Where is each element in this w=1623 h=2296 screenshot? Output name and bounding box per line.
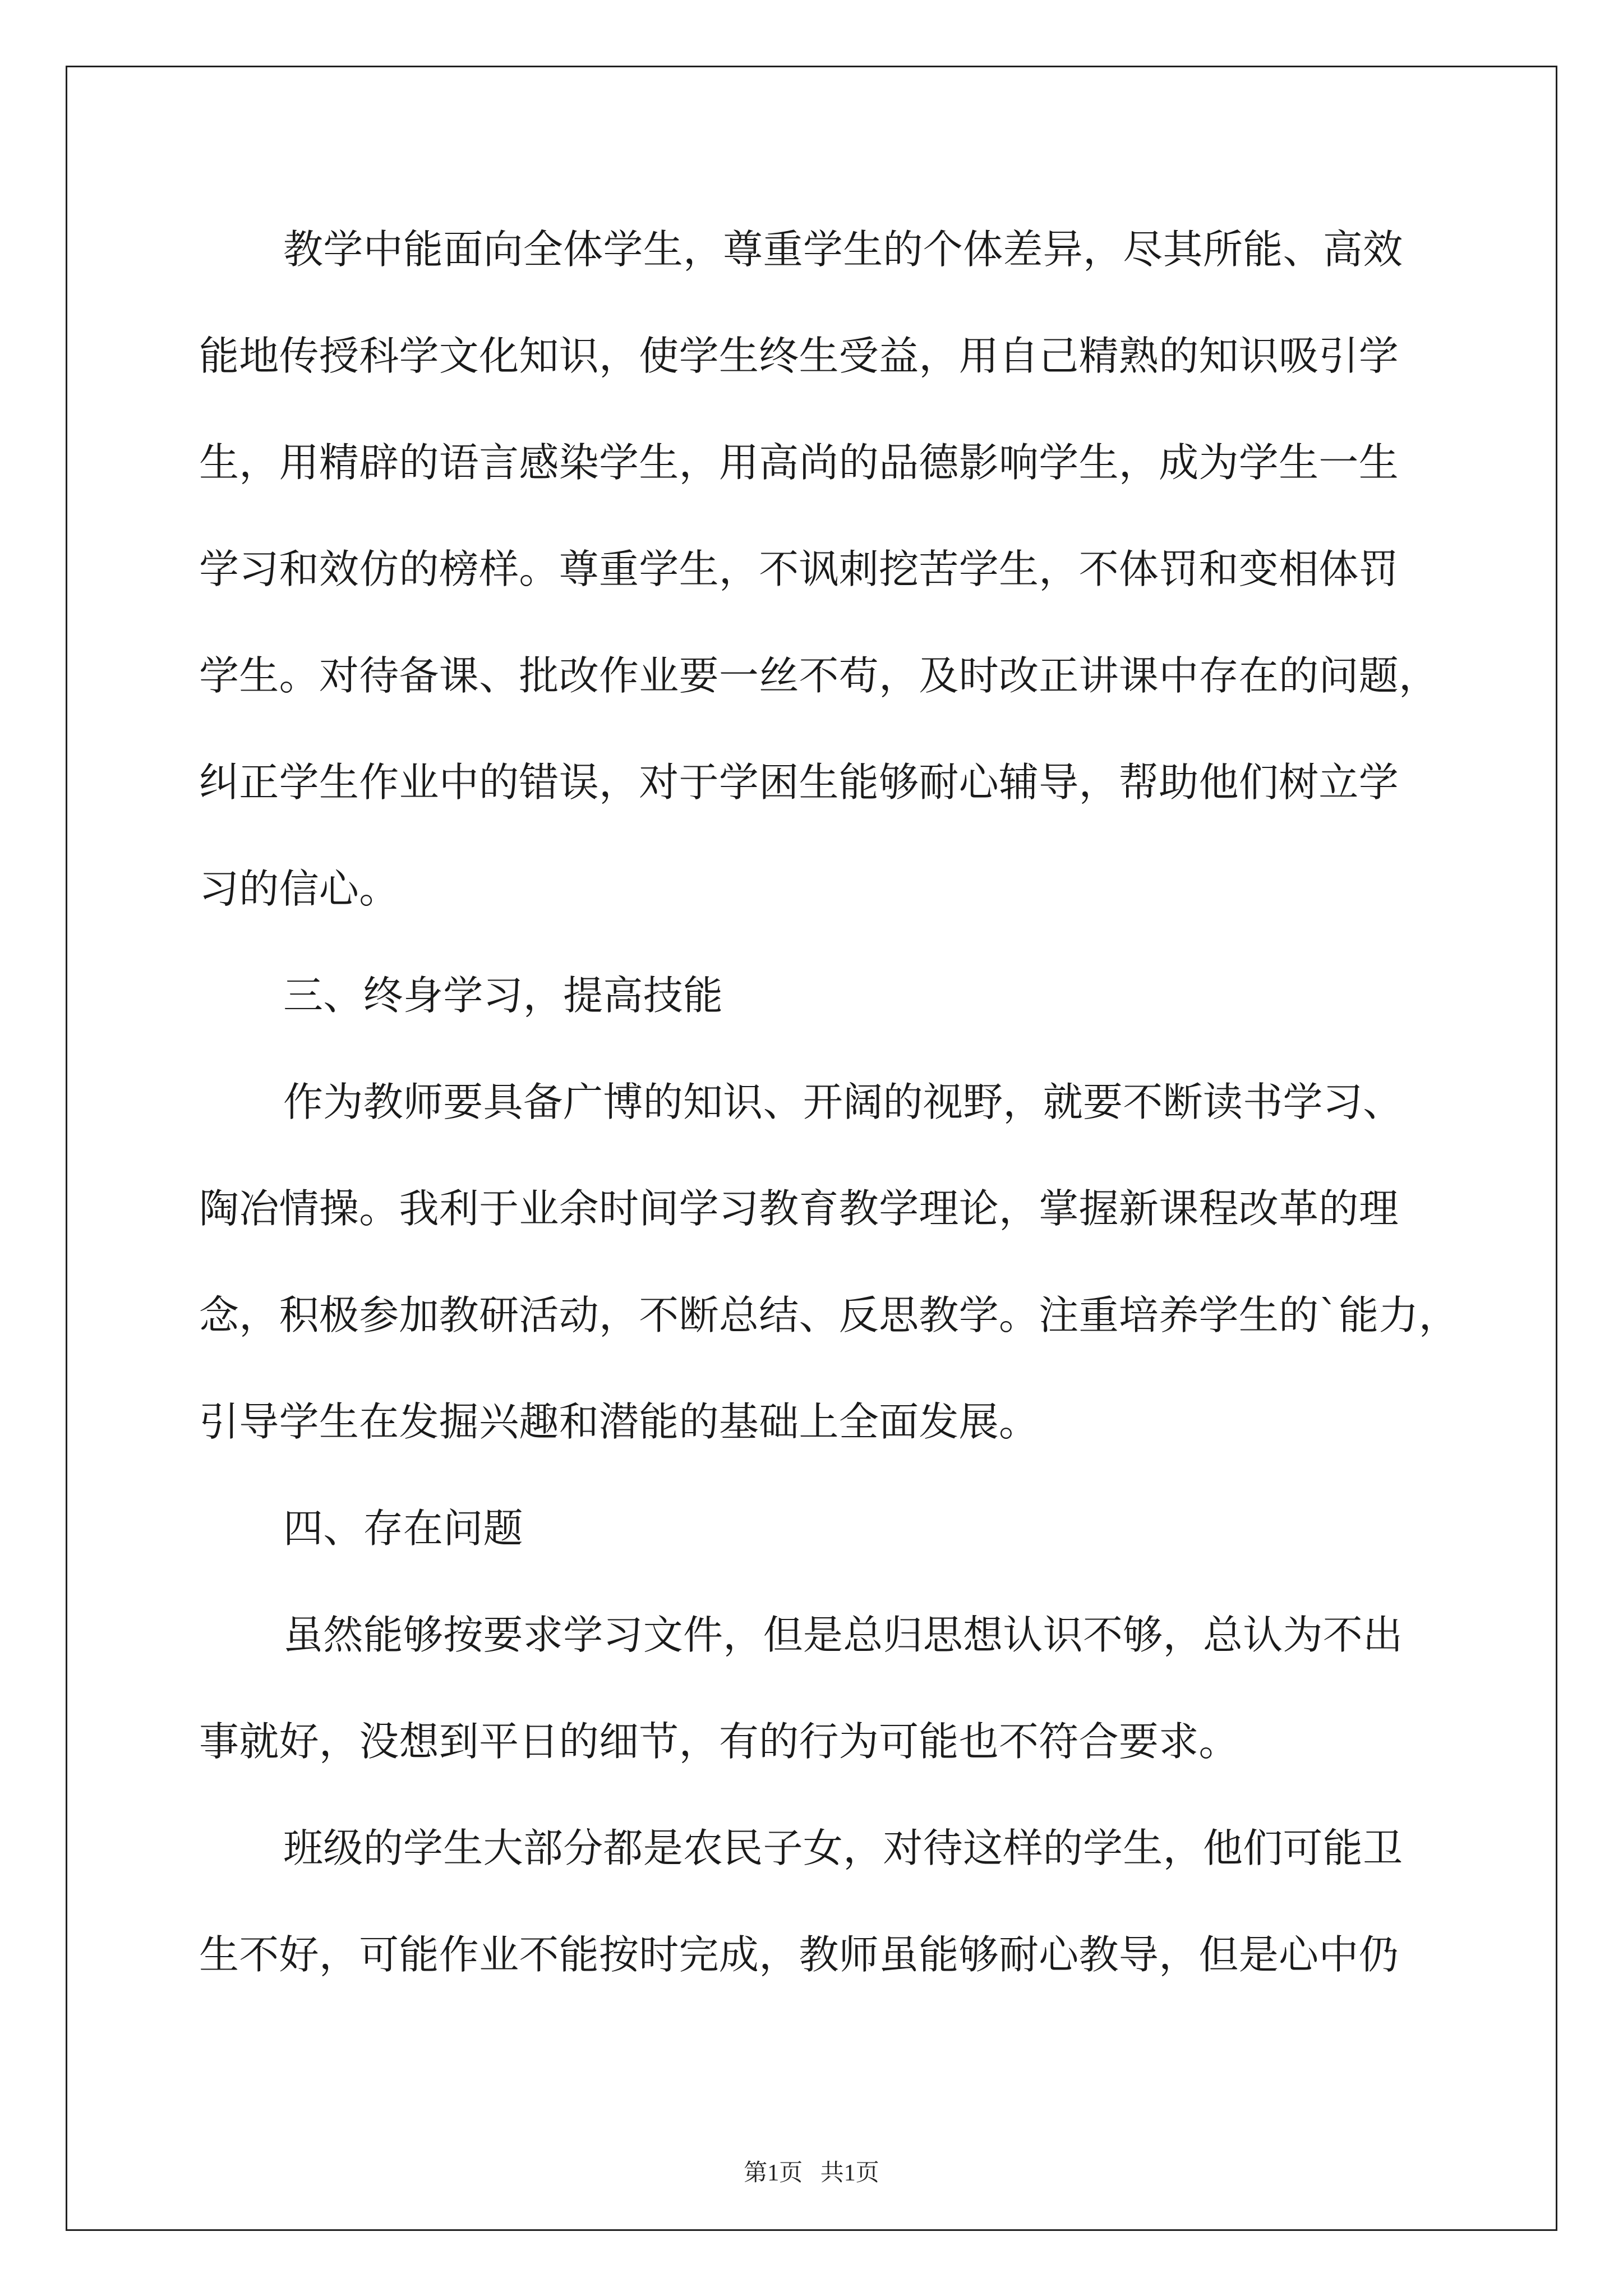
text-line: 纠正学生作业中的错误，对于学困生能够耐心辅导，帮助他们树立学	[199, 759, 1399, 806]
text-line: 引导学生在发掘兴趣和潜能的基础上全面发展。	[199, 1398, 1039, 1445]
text-line: 学生。对待备课、批改作业要一丝不苟，及时改正讲课中存在的问题，	[199, 652, 1439, 699]
text-line: 念，积极参加教研活动，不断总结、反思教学。注重培养学生的`能力，	[199, 1292, 1459, 1338]
page-footer: 第1页 共1页	[744, 2160, 879, 2186]
text-line: 能地传授科学文化知识，使学生终生受益，用自己精熟的知识吸引学	[199, 333, 1399, 379]
text-line: 作为教师要具备广博的知识、开阔的视野，就要不断读书学习、	[283, 1079, 1403, 1125]
text-line: 事就好，没想到平日的细节，有的行为可能也不符合要求。	[199, 1718, 1239, 1765]
document-body	[199, 219, 1459, 2031]
text-line: 生不好，可能作业不能按时完成，教师虽能够耐心教导，但是心中仍	[199, 1931, 1399, 1978]
text-line: 班级的学生大部分都是农民子女，对待这样的学生，他们可能卫	[283, 1825, 1403, 1871]
text-line: 学习和效仿的榜样。尊重学生，不讽刺挖苦学生，不体罚和变相体罚	[199, 546, 1399, 592]
text-line: 三、终身学习，提高技能	[283, 972, 723, 1019]
text-line: 陶冶情操。我利于业余时间学习教育教学理论，掌握新课程改革的理	[199, 1185, 1399, 1232]
text-line: 习的信心。	[199, 866, 399, 912]
text-line: 生，用精辟的语言感染学生，用高尚的品德影响学生，成为学生一生	[199, 439, 1399, 486]
text-line: 教学中能面向全体学生，尊重学生的个体差异，尽其所能、高效	[283, 226, 1403, 273]
text-line: 虽然能够按要求学习文件，但是总归思想认识不够，总认为不出	[283, 1612, 1403, 1658]
text-line: 四、存在问题	[283, 1505, 523, 1552]
